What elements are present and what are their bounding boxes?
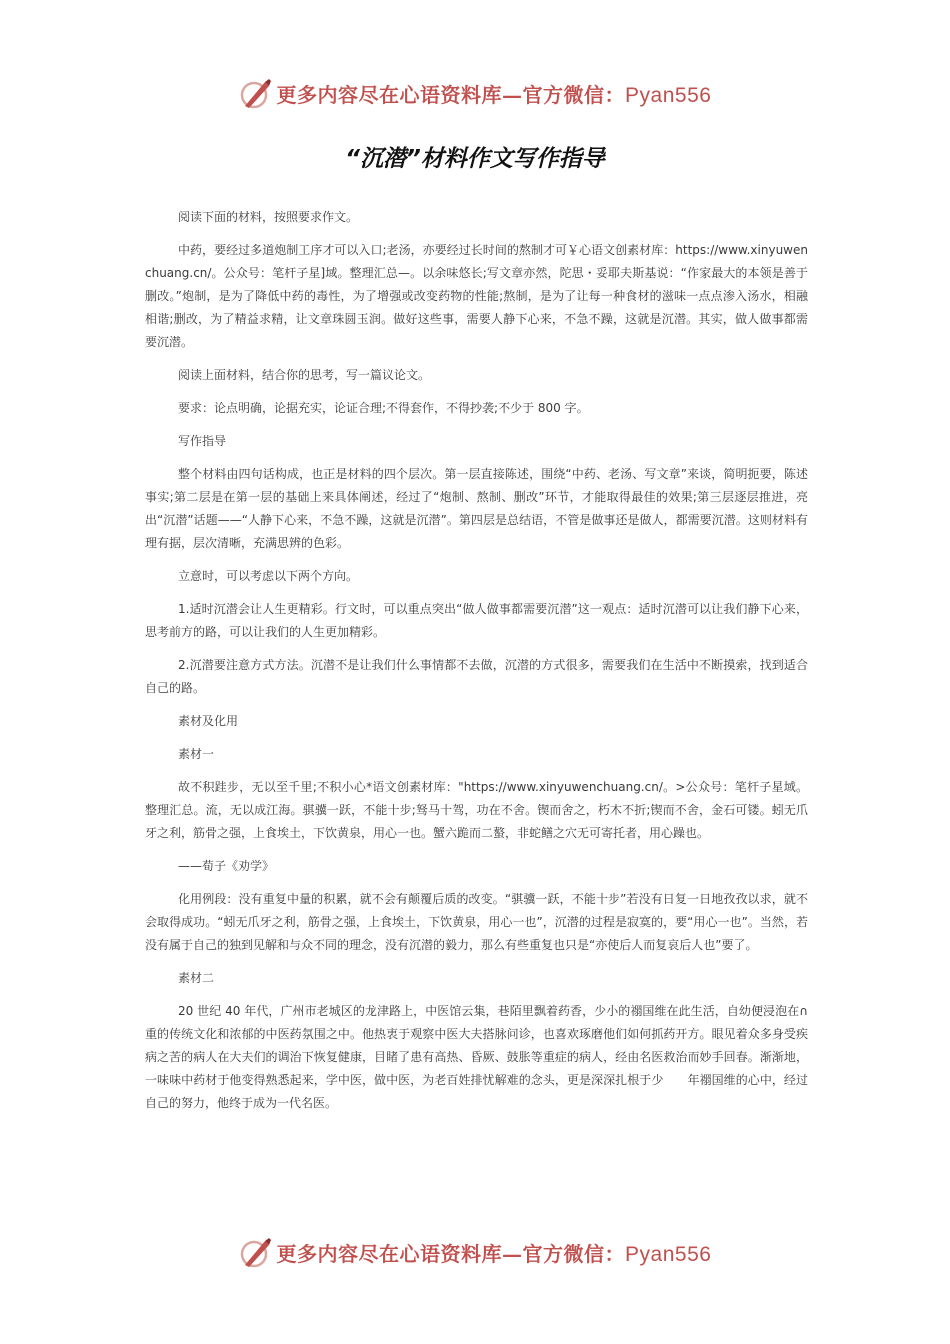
section-heading-writing-guide: 写作指导 [178,434,227,448]
banner-text: 更多内容尽在心语资料库—官方微信：Pyan556 [276,82,712,107]
top-banner [0,73,950,113]
paragraph-directions: 立意时，可以考虑以下两个方向。 [178,569,359,583]
pen-nib-logo-icon [239,76,273,110]
paragraph-example-usage: 化用例段：没有重复中量的积累，就不会有颠覆后质的改变。“骐骥一跃，不能十步”若没有日复一日地孜孜以求，就不会取得成功。“蚓无爪牙之利，筋骨之强，上食埃土，下饮黄泉，用心一也”，沉潜的过程是寂寞的，要“用心一也”。当然，若没有属于自己的独到见解和与众不同的理念，没有沉潜的毅力，那么有些重复也只是“亦使后人而复哀后人也”要了。 [145,892,808,952]
section-heading-materials: 素材及化用 [178,714,239,728]
paragraph-direction-2: 2.沉潜要注意方式方法。沉潜不是让我们什么事情都不去做，沉潜的方式很多，需要我们在生活中不断摸索，找到适合自己的路。 [145,658,808,695]
pen-nib-logo-icon [239,1235,273,1269]
wechat-id: Pyan556 [625,83,712,107]
subheading-material-1: 素材一 [178,747,215,761]
paragraph-quote-xunzi: 故不积跬步，无以至千里;不积小心*语文创素材库："https://www.xinyuwenchuang.cn/。>公众号：笔杆子星域。整理汇总。流，无以成江海。骐骥一跃，不能十步;驽马十驾，功在不舍。锲而舍之，朽木不折;锲而不舍，金石可镂。蚓无爪牙之利，筋骨之强，上食埃土，下饮黄泉，用心一也。蟹六跪而二螯，非蛇鳝之穴无可寄托者，用心躁也。 [145,780,808,840]
banner-text: 更多内容尽在心语资料库—官方微信：Pyan556 [276,1241,712,1266]
paragraph-quote-source: ——荀子《劝学》 [178,859,275,873]
paragraph-direction-1: 1.适时沉潜会让人生更精彩。行文时，可以重点突出“做人做事都需要沉潜”这一观点：适时沉潜可以让我们静下心来，思考前方的路，可以让我们的人生更加精彩。 [145,602,808,639]
paragraph-material-2: 20 世纪 40 年代，广州市老城区的龙津路上，中医馆云集，巷陌里飘着药香，少小的禤国维在此生活，自幼便浸泡在∩重的传统文化和浓郁的中医药氛围之中。他热衷于观察中医大夫搭脉问诊，也喜欢琢磨他们如何抓药开方。眼见着众多身受疾病之苦的病人在大夫们的调治下恢复健康，目睹了患有高热、昏厥、鼓胀等重症的病人，经由名医救治而妙手回春。渐渐地，一味味中药材于他变得熟悉起来，学中医，做中医，为老百姓排忧解难的念头，更是深深扎根于少 年禤国维的心中，经过自己的努力，他终于成为一代名医。 [145,1004,808,1110]
paragraph-task: 阅读上面材料，结合你的思考，写一篇议论文。 [178,368,431,382]
paragraph-analysis: 整个材料由四句话构成，也正是材料的四个层次。第一层直接陈述，围绕“中药、老汤、写文章”来谈，简明扼要，陈述事实;第二层是在第一层的基础上来具体阐述，经过了“炮制、熬制、删改”环节，才能取得最佳的效果;第三层逐层推进，亮出“沉潜”话题——“人静下心来，不急不躁，这就是沉潜”。第四层是总结语，不管是做事还是做人，都需要沉潜。这则材料有理有据，层次清晰，充满思辨的色彩。 [145,467,808,550]
paragraph-instruction: 阅读下面的材料，按照要求作文。 [178,210,359,224]
paragraph-material: 中药，要经过多道炮制工序才可以入口;老汤，亦要经过长时间的熬制才可￥心语文创素材库：https://www.xinyuwenchuang.cn/。公众号：笔杆子星]域。整理汇总—。以余味悠长;写文章亦然，陀思・妥耶夫斯基说：“作家最大的本领是善于删改。”炮制，是为了降低中药的毒性，为了增强或改变药物的性能;熬制，是为了让每一种食材的滋味一点点渗入汤水，相融相谐;删改，为了精益求精，让文章珠圆玉润。做好这些事，需要人静下心来，不急不躁，这就是沉潜。其实，做人做事都需要沉潜。 [145,243,808,349]
paragraph-requirements: 要求：论点明确，论据充实，论证合理;不得套作，不得抄袭;不少于 800 字。 [178,401,589,415]
document-body [145,206,808,1125]
page-title: “沉潜”材料作文写作指导 [345,146,605,172]
bottom-banner [0,1232,950,1272]
wechat-id: Pyan556 [625,1242,712,1266]
subheading-material-2: 素材二 [178,971,215,985]
